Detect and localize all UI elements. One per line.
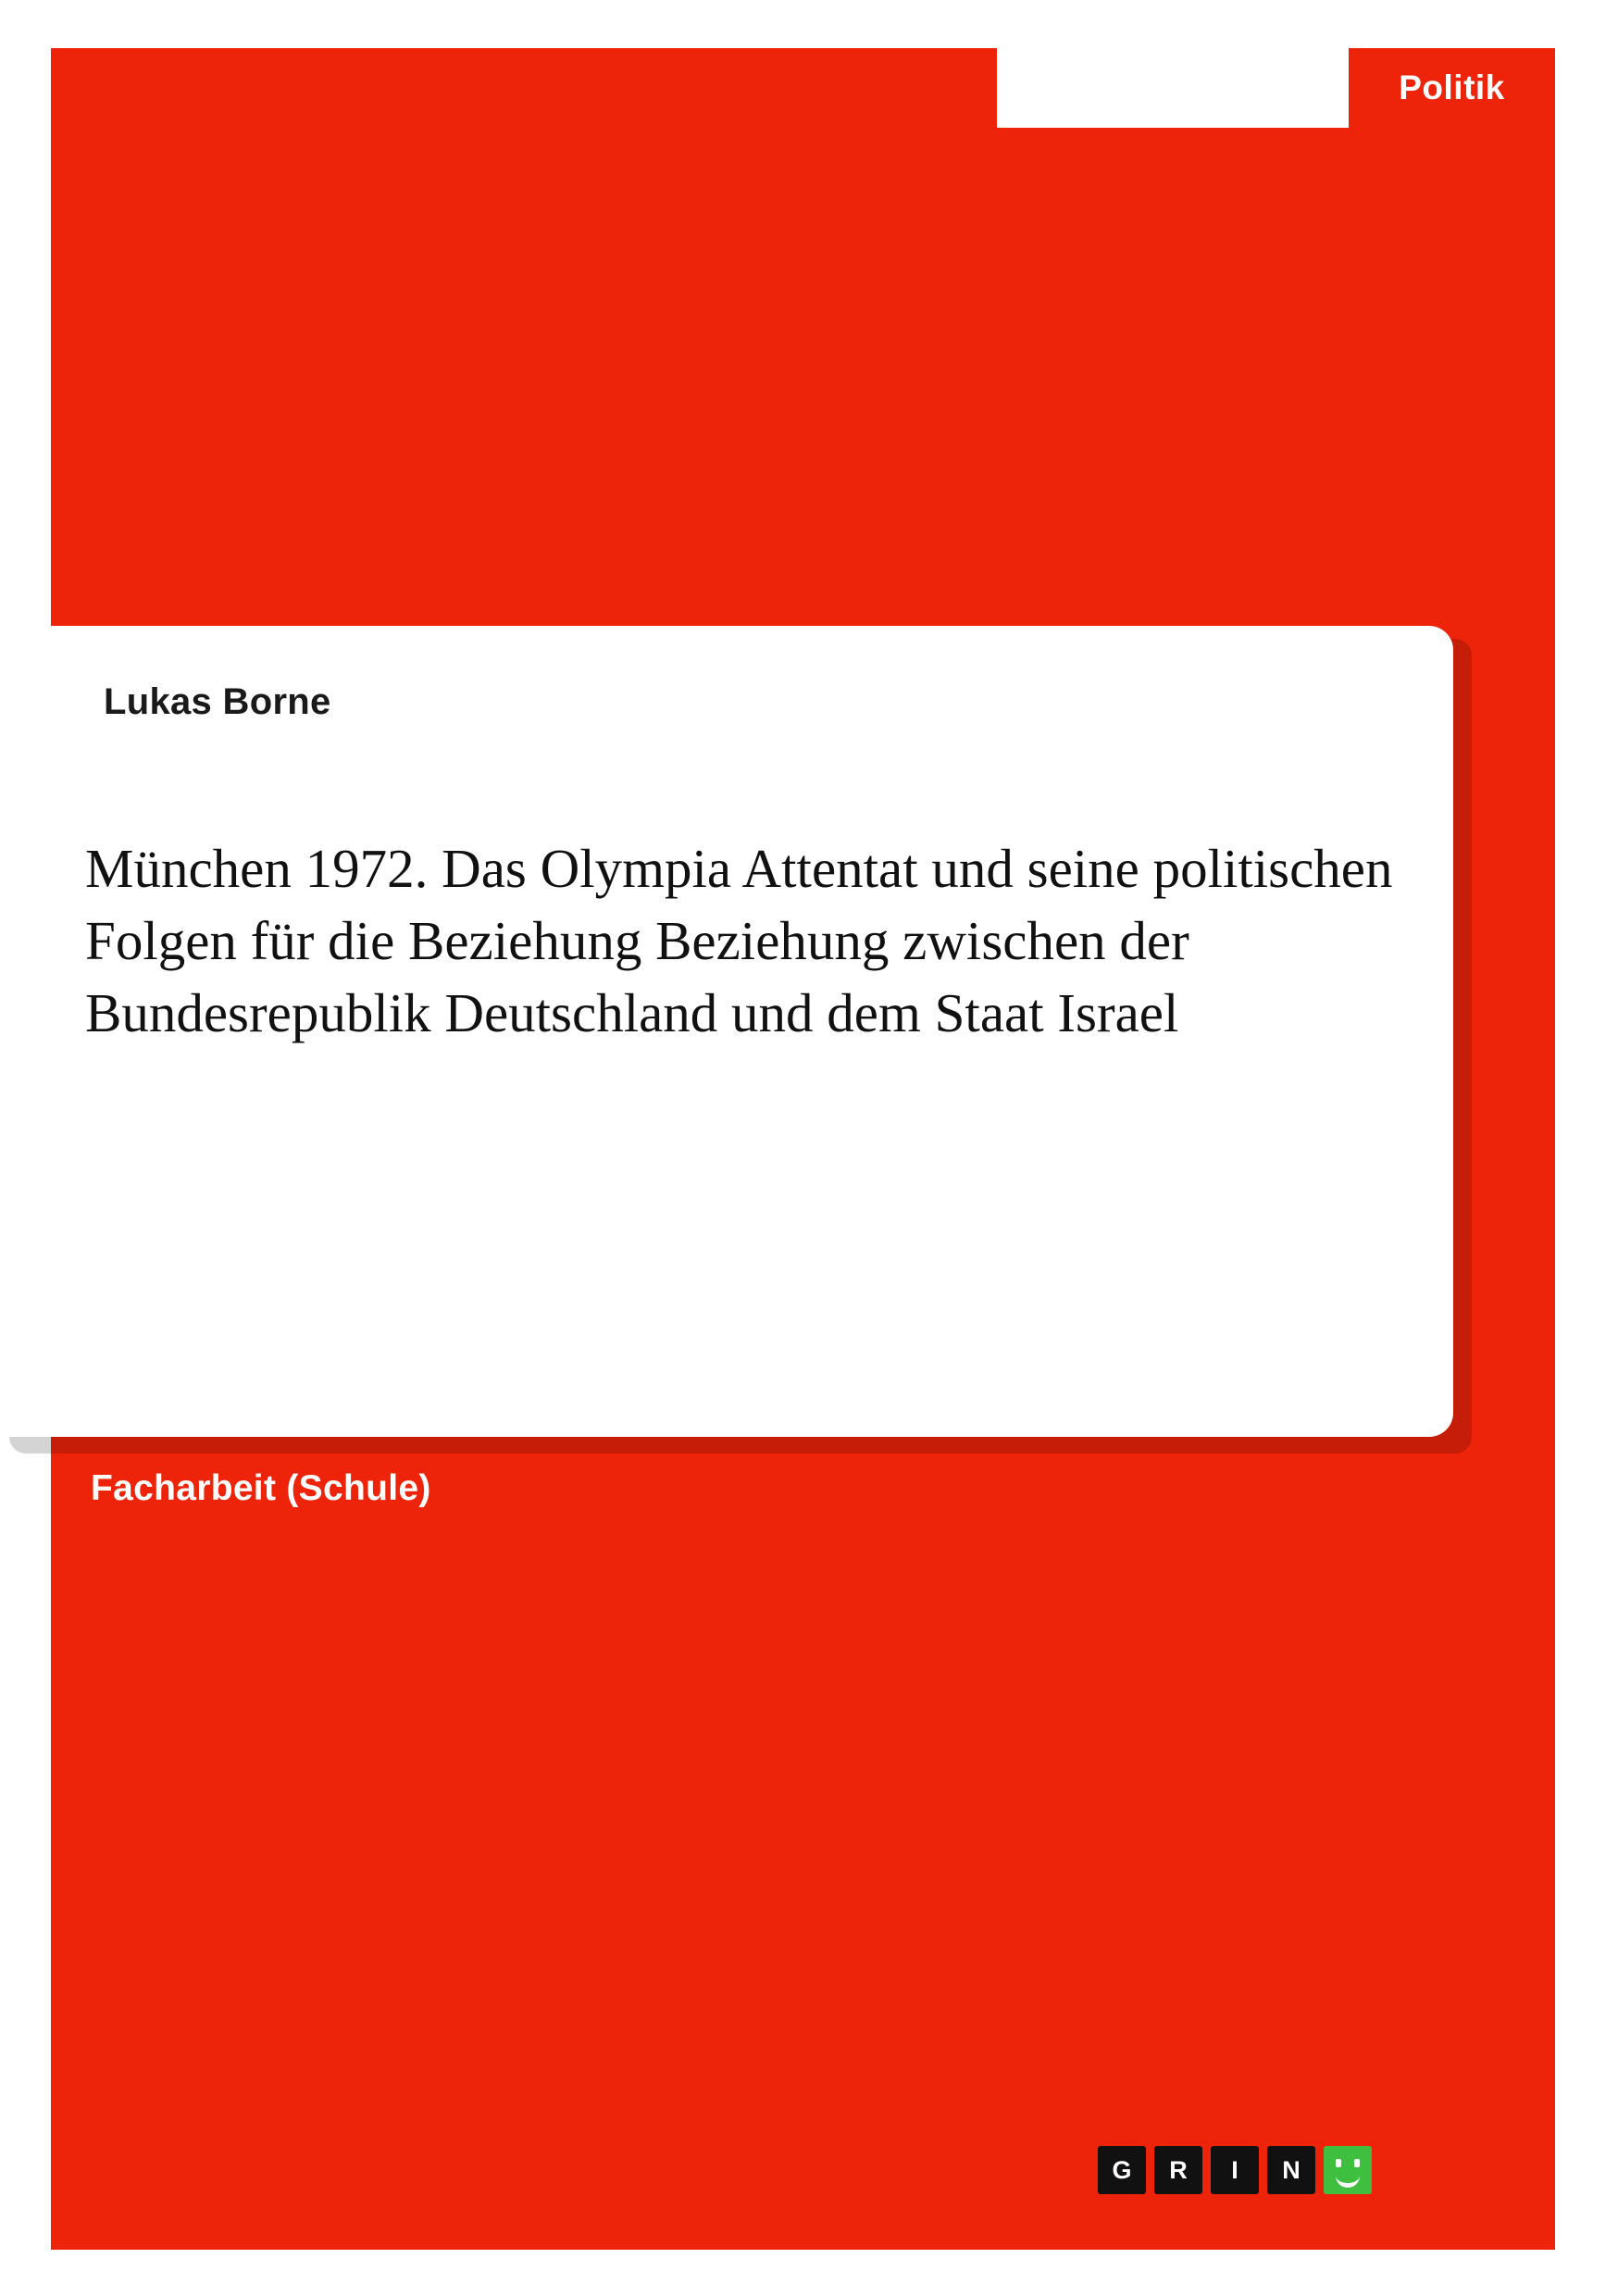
logo-letter-i: I [1211, 2146, 1259, 2194]
category-label: Politik [1399, 69, 1505, 106]
logo-letter-g: G [1098, 2146, 1146, 2194]
author-name: Lukas Borne [104, 681, 331, 722]
page-title: München 1972. Das Olympia Attentat und seine politischen Folgen für die Beziehung Beziehung zwischen der Bundesrepublik Deutschland und dem Staat Israel [85, 838, 1393, 1043]
logo-letter-n: N [1267, 2146, 1315, 2194]
grin-logo [1098, 2146, 1372, 2194]
smiley-icon [1324, 2146, 1372, 2194]
logo-letter-r: R [1154, 2146, 1202, 2194]
document-type-label: Facharbeit (Schule) [91, 1468, 431, 1508]
